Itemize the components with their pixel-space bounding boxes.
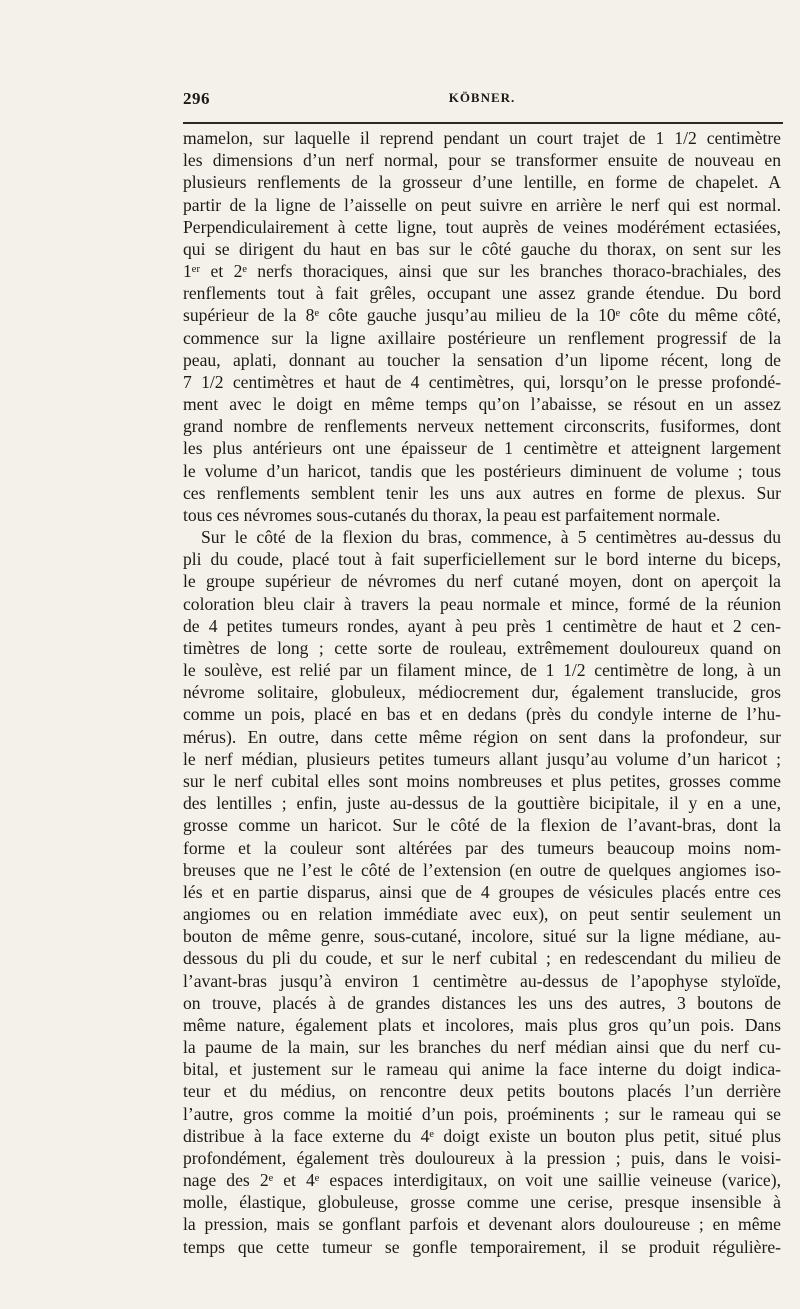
text-line: supérieur de la 8ᵉ côte gauche jusqu’au milieu de la 10ᵉ côte du même côté, [183, 305, 781, 326]
body-text [183, 127, 781, 1258]
text-line: timètres de long ; cette sorte de rouleau, extrêmement douloureux quand on [183, 637, 781, 658]
text-line: mamelon, sur laquelle il reprend pendant un court trajet de 1 1/2 centimètre [183, 128, 781, 148]
text-line: ment avec le doigt en même temps qu’on l’abaisse, se résout en un assez [183, 394, 781, 415]
text-line: le groupe supérieur de névromes du nerf cutané moyen, dont on aperçoit la [183, 571, 781, 592]
header-rule [183, 122, 783, 124]
text-line: des lentilles ; enfin, juste au-dessus de la gouttière bicipitale, il y en a une, [183, 793, 781, 814]
text-line: renflements tout à fait grêles, occupant une assez grande étendue. Du bord [183, 283, 781, 304]
text-line: le soulève, est relié par un filament mince, de 1 1/2 centimètre de long, à un [183, 660, 781, 681]
text-line: Perpendiculairement à cette ligne, tout auprès de veines modérément ectasiées, [183, 216, 781, 237]
text-line: grand nombre de renflements nerveux nettement circonscrits, fusiformes, dont [183, 416, 781, 437]
text-line: 7 1/2 centimètres et haut de 4 centimètres, qui, lorsqu’on le presse profondé- [183, 371, 781, 392]
text-line: l’avant-bras jusqu’à environ 1 centimètre au-dessus de l’apophyse styloïde, [183, 970, 781, 991]
text-line: sur le nerf cubital elles sont moins nombreuses et plus petites, grosses comme [183, 770, 781, 791]
text-line: commence sur la ligne axillaire postérieure un renflement progressif de la [183, 327, 781, 348]
text-line: profondément, également très douloureux à la pression ; puis, dans le voisi- [183, 1147, 781, 1168]
text-line: molle, élastique, globuleuse, grosse comme une cerise, presque insensible à [183, 1192, 781, 1213]
text-line: de 4 petites tumeurs rondes, ayant à peu près 1 centimètre de haut et 2 cen- [183, 615, 781, 636]
text-line: 1ᵉʳ et 2ᵉ nerfs thoraciques, ainsi que sur les branches thoraco-brachiales, des [183, 261, 781, 282]
text-line: temps que cette tumeur se gonfle temporairement, il se produit régulière- [183, 1236, 781, 1257]
text-line: lés et en partie disparus, ainsi que de 4 groupes de vésicules placés entre ces [183, 881, 781, 902]
text-line: la paume de la main, sur les branches du nerf médian ainsi que du nerf cu- [183, 1037, 781, 1058]
text-line: pli du coude, placé tout à fait superficiellement sur le bord interne du biceps, [183, 549, 781, 570]
text-line: distribue à la face externe du 4ᵉ doigt existe un bouton plus petit, situé plus [183, 1125, 781, 1146]
text-line: même nature, également plats et incolores, mais plus gros qu’un pois. Dans [183, 1014, 781, 1035]
text-line: dessous du pli du coude, et sur le nerf cubital ; en redescendant du milieu de [183, 948, 781, 969]
text-line: partir de la ligne de l’aisselle on peut suivre en arrière le nerf qui est normal. [183, 194, 781, 215]
text-line: névrome solitaire, globuleux, médiocrement dur, également translucide, gros [183, 682, 781, 703]
text-line: l’autre, gros comme la moitié d’un pois, proéminents ; sur le rameau qui se [183, 1103, 781, 1124]
text-line: nage des 2ᵉ et 4ᵉ espaces interdigitaux, on voit une saillie veineuse (varice), [183, 1170, 781, 1191]
text-line: grosse comme un haricot. Sur le côté de la flexion de l’avant-bras, dont la [183, 815, 781, 836]
text-line: le volume d’un haricot, tandis que les postérieurs diminuent de volume ; tous [183, 460, 781, 481]
text-line: angiomes ou en relation immédiate avec eux), on peut sentir seulement un [183, 904, 781, 925]
text-line: les dimensions d’un nerf normal, pour se transformer ensuite de nouveau en [183, 150, 781, 171]
text-line: peau, aplati, donnant au toucher la sensation d’un lipome récent, long de [183, 349, 781, 370]
text-line: on trouve, placés à de grandes distances les uns des autres, 3 boutons de [183, 992, 781, 1013]
text-line: coloration bleu clair à travers la peau normale et mince, formé de la réunion [183, 593, 781, 614]
text-line: plusieurs renflements de la grosseur d’une lentille, en forme de chapelet. A [183, 172, 781, 193]
text-line: mérus). En outre, dans cette même région on sent dans la profondeur, sur [183, 726, 781, 747]
text-line: teur et du médius, on rencontre deux petits boutons placés l’un derrière [183, 1081, 781, 1102]
text-line: qui se dirigent du haut en bas sur le côté gauche du thorax, on sent sur les [183, 238, 781, 259]
running-head: KÖBNER. [448, 90, 516, 105]
text-line: ces renflements semblent tenir les uns aux autres en forme de plexus. Sur [183, 482, 781, 503]
text-line: Sur le côté de la flexion du bras, commence, à 5 centimètres au-dessus du [201, 527, 781, 548]
text-line: bital, et justement sur le rameau qui anime la face interne du doigt indica- [183, 1059, 781, 1080]
page-header [183, 89, 781, 113]
text-line: bouton de même genre, sous-cutané, incolore, situé sur la ligne médiane, au- [183, 926, 781, 947]
page-number: 296 [183, 89, 210, 108]
text-line: forme et la couleur sont altérées par des tumeurs beaucoup moins nom- [183, 837, 781, 858]
text-line: tous ces névromes sous-cutanés du thorax, la peau est parfaitement normale. [183, 504, 721, 525]
text-line: breuses que ne l’est le côté de l’extension (en outre de quelques angiomes iso- [183, 859, 781, 880]
text-line: la pression, mais se gonflant parfois et devenant alors douloureuse ; en même [183, 1214, 781, 1235]
text-line: comme un pois, placé en bas et en dedans (près du condyle interne de l’hu- [183, 704, 781, 725]
text-line: les plus antérieurs ont une épaisseur de 1 centimètre et atteignent largement [183, 438, 781, 459]
text-line: le nerf médian, plusieurs petites tumeurs allant jusqu’au volume d’un haricot ; [183, 748, 781, 769]
